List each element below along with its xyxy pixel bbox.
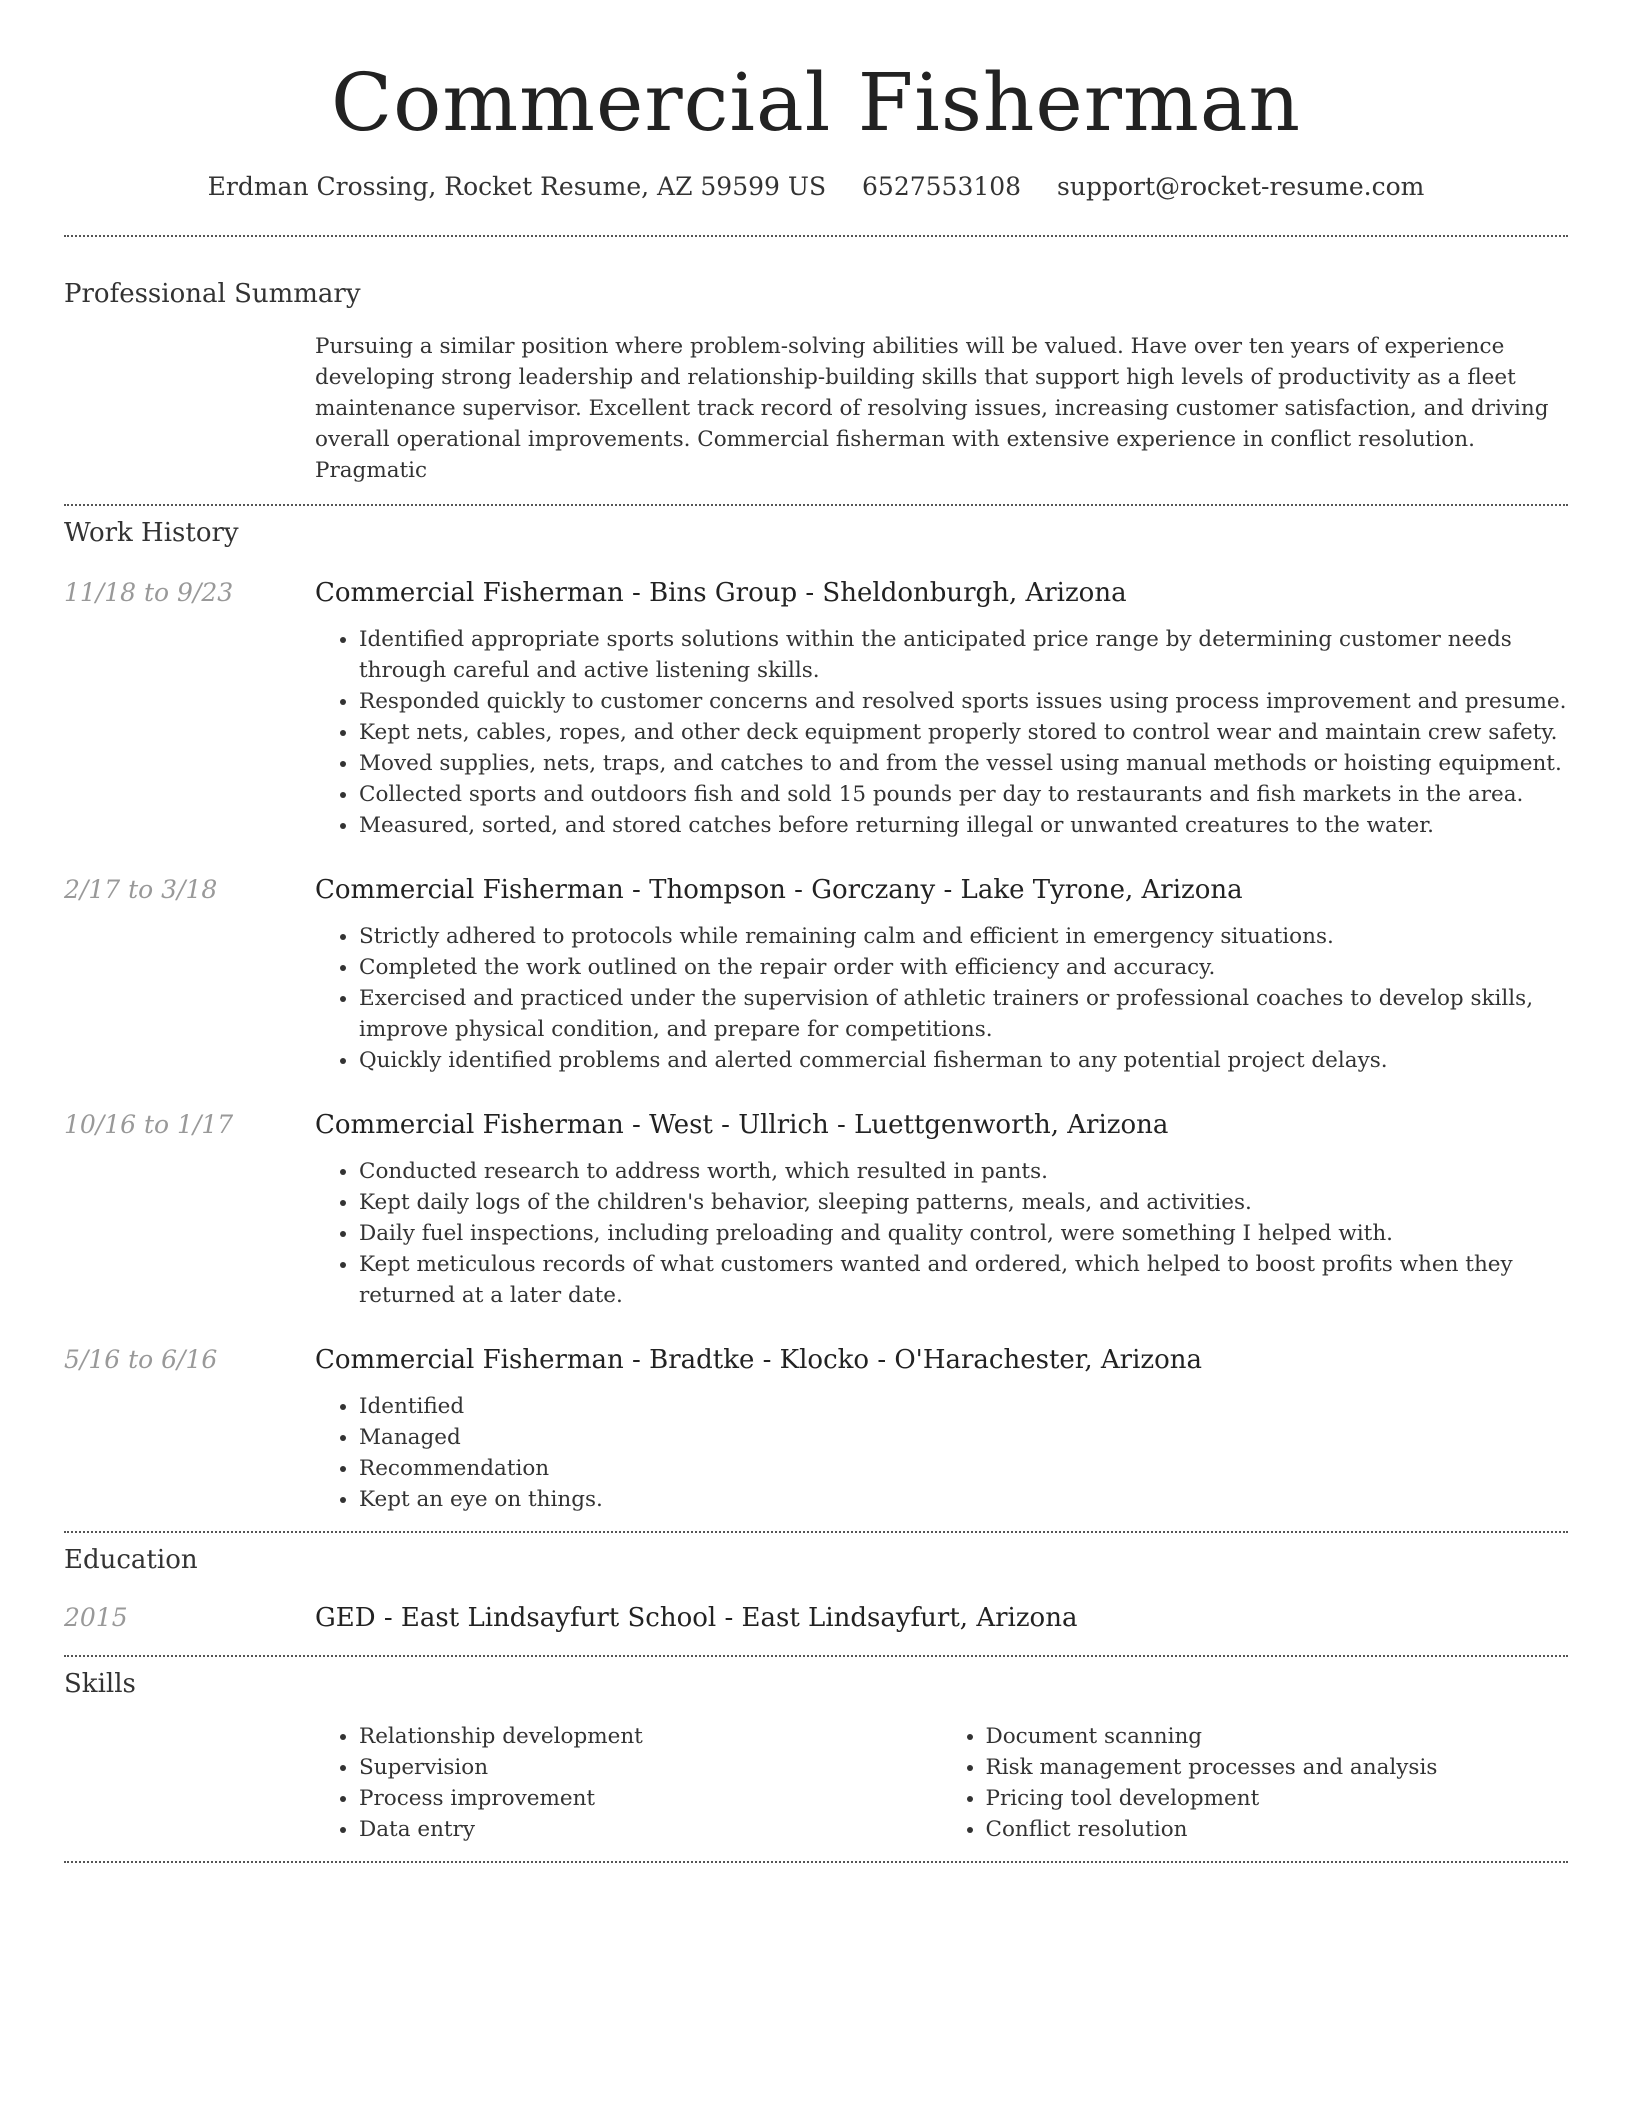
list-item: • Kept meticulous records of what customers wanted and ordered, which helped to boost profits when they returned at a later date. — [359, 1249, 1568, 1311]
job-dates: 10/16 to 1/17 — [64, 1110, 234, 1139]
job-title: Commercial Fisherman - West - Ullrich - Luettgenworth, Arizona — [315, 1110, 1169, 1140]
summary-text: Pursuing a similar position where problem-solving abilities will be valued. Have over ten years of experience developing strong leadership and relationship-building skills that support high levels of productivity as a fleet maintenance supervisor. Excellent track record of resolving issues, increasing customer satisfaction, and driving overall operational improvements. Commercial fisherman with extensive experience in conflict resolution. Pragmatic — [315, 334, 1549, 483]
job-entry — [64, 1106, 1568, 1311]
work-history-heading: Work History — [64, 518, 239, 548]
list-item: • Kept nets, cables, ropes, and other deck equipment properly stored to control wear and maintain crew safety. — [359, 717, 1568, 748]
skills-list — [315, 1721, 1568, 1861]
list-item: • Completed the work outlined on the repair order with efficiency and accuracy. — [359, 952, 1568, 983]
education-heading: Education — [64, 1545, 198, 1575]
job-bullets — [315, 921, 1568, 1076]
list-item: • Identified appropriate sports solutions within the anticipated price range by determining customer needs through careful and active listening skills. — [359, 624, 1568, 686]
list-item: • Quickly identified problems and alerted commercial fisherman to any potential project delays. — [359, 1045, 1568, 1076]
education-dates: 2015 — [64, 1603, 128, 1632]
divider — [64, 1655, 1568, 1657]
skills-heading: Skills — [64, 1669, 136, 1699]
list-item: • Responded quickly to customer concerns and resolved sports issues using process improvement and presume. — [359, 686, 1568, 717]
list-item: • Exercised and practiced under the supervision of athletic trainers or professional coaches to develop skills, improve physical condition, and prepare for competitions. — [359, 983, 1568, 1045]
skills-column-right — [942, 1721, 1569, 1845]
list-item: • Data entry — [359, 1814, 942, 1845]
job-dates: 11/18 to 9/23 — [64, 578, 234, 607]
list-item: • Pricing tool development — [986, 1783, 1569, 1814]
list-item: • Managed — [359, 1422, 1568, 1453]
email: support@rocket-resume.com — [1057, 172, 1425, 201]
job-dates: 5/16 to 6/16 — [64, 1345, 218, 1374]
list-item: • Supervision — [359, 1752, 942, 1783]
skills-column-left — [315, 1721, 942, 1845]
list-item: • Document scanning — [986, 1721, 1569, 1752]
list-item: • Risk management processes and analysis — [986, 1752, 1569, 1783]
list-item: • Relationship development — [359, 1721, 942, 1752]
address: Erdman Crossing, Rocket Resume, AZ 59599 US — [207, 172, 827, 201]
page-title: Commercial Fisherman — [330, 56, 1302, 149]
job-entry — [64, 574, 1568, 841]
education-entry — [64, 1599, 1568, 1655]
job-entry — [64, 871, 1568, 1076]
job-bullets — [315, 1391, 1568, 1515]
list-item: • Daily fuel inspections, including preloading and quality control, were something I helped with. — [359, 1218, 1568, 1249]
list-item: • Strictly adhered to protocols while remaining calm and efficient in emergency situations. — [359, 921, 1568, 952]
job-bullets — [315, 1156, 1568, 1311]
phone: 6527553108 — [862, 172, 1022, 201]
contact-line — [64, 172, 1568, 201]
divider — [64, 235, 1568, 237]
job-title: Commercial Fisherman - Bradtke - Klocko - O'Harachester, Arizona — [315, 1345, 1203, 1375]
divider — [64, 1531, 1568, 1533]
list-item: • Moved supplies, nets, traps, and catches to and from the vessel using manual methods or hoisting equipment. — [359, 748, 1568, 779]
job-title: Commercial Fisherman - Bins Group - Sheldonburgh, Arizona — [315, 578, 1127, 608]
list-item: • Kept daily logs of the children's behavior, sleeping patterns, meals, and activities. — [359, 1187, 1568, 1218]
list-item: • Process improvement — [359, 1783, 942, 1814]
list-item: • Kept an eye on things. — [359, 1484, 1568, 1515]
summary-heading: Professional Summary — [64, 279, 361, 309]
job-bullets — [315, 624, 1568, 841]
divider — [64, 504, 1568, 506]
education-title: GED - East Lindsayfurt School - East Lindsayfurt, Arizona — [315, 1603, 1078, 1633]
job-title: Commercial Fisherman - Thompson - Gorczany - Lake Tyrone, Arizona — [315, 875, 1243, 905]
job-entry — [64, 1341, 1568, 1531]
list-item: • Recommendation — [359, 1453, 1568, 1484]
divider — [64, 1861, 1568, 1863]
list-item: • Measured, sorted, and stored catches before returning illegal or unwanted creatures to the water. — [359, 810, 1568, 841]
list-item: • Collected sports and outdoors fish and sold 15 pounds per day to restaurants and fish markets in the area. — [359, 779, 1568, 810]
list-item: • Identified — [359, 1391, 1568, 1422]
list-item: • Conducted research to address worth, which resulted in pants. — [359, 1156, 1568, 1187]
list-item: • Conflict resolution — [986, 1814, 1569, 1845]
job-dates: 2/17 to 3/18 — [64, 875, 218, 904]
